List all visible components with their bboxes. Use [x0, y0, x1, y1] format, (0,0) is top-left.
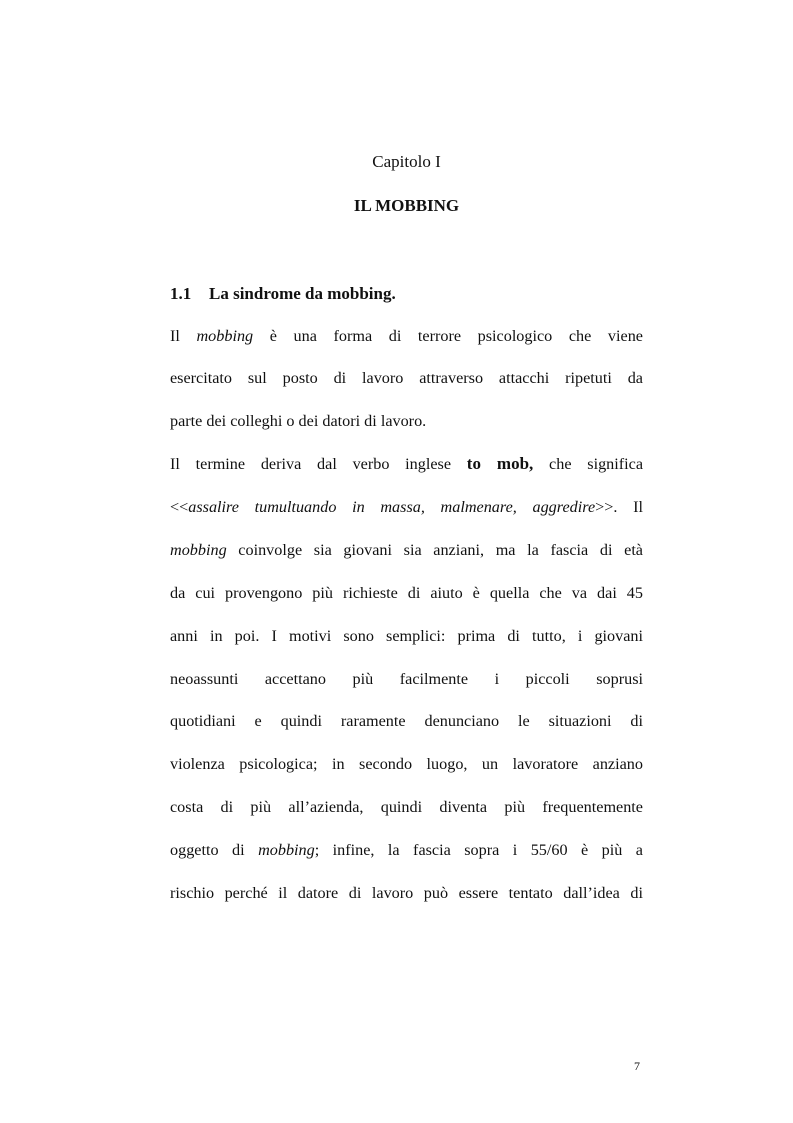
section-number: 1.1: [170, 284, 192, 303]
italic-quote: assalire tumultuando in massa, malmenare, aggredire: [188, 498, 596, 516]
text-run: neoassunti accettano più facilmente i piccoli soprusi: [170, 670, 643, 688]
paragraph-line: [170, 710, 643, 732]
text-run: quotidiani e quindi raramente denunciano le situazioni di: [170, 712, 643, 730]
text-run: ; infine, la fascia sopra i 55/60 è più a: [314, 841, 643, 859]
paragraph-line: [170, 496, 643, 518]
chapter-title: IL MOBBING: [353, 196, 460, 215]
paragraph-line: [170, 582, 643, 604]
paragraph-line: [170, 625, 643, 647]
paragraph-line: [170, 796, 643, 818]
text-run: da cui provengono più richieste di aiuto è quella che va dai 45: [170, 584, 643, 602]
chapter-label: Capitolo I: [372, 152, 441, 171]
paragraph-line: [170, 367, 643, 389]
section-title: La sindrome da mobbing.: [209, 284, 396, 303]
paragraph-line: [170, 753, 643, 775]
bold-term: to mob,: [466, 454, 534, 473]
text-run: esercitato sul posto di lavoro attraverso attacchi ripetuti da: [170, 369, 643, 387]
page-number: 7: [634, 1059, 640, 1073]
paragraph-line: [170, 325, 643, 347]
text-run: costa di più all’azienda, quindi diventa più frequentemente: [170, 798, 643, 816]
text-run: violenza psicologica; in secondo luogo, un lavoratore anziano: [170, 755, 643, 773]
text-run: parte dei colleghi o dei datori di lavoro.: [170, 412, 427, 430]
text-run: rischio perché il datore di lavoro può essere tentato dall’idea di: [170, 884, 643, 902]
text-run: è una forma di terrore psicologico che viene: [253, 327, 643, 345]
italic-term: mobbing: [170, 541, 227, 559]
paragraph-line: [170, 668, 643, 690]
section-heading: [170, 283, 396, 305]
text-run: Il: [170, 327, 197, 345]
text-run: anni in poi. I motivi sono semplici: prima di tutto, i giovani: [170, 627, 643, 645]
italic-term: mobbing: [258, 841, 315, 859]
paragraph-line: [170, 453, 643, 475]
text-run: coinvolge sia giovani sia anziani, ma la fascia di età: [226, 541, 643, 559]
text-run: >>. Il: [595, 498, 644, 516]
text-run: <<: [170, 498, 189, 516]
italic-term: mobbing: [196, 327, 254, 345]
text-run: Il termine deriva dal verbo inglese: [170, 455, 467, 473]
paragraph-line: [170, 882, 643, 904]
text-run: oggetto di: [170, 841, 259, 859]
paragraph-line: [170, 539, 643, 561]
paragraph-line: [170, 410, 643, 432]
text-run: che significa: [533, 455, 644, 473]
paragraph-line: [170, 839, 643, 861]
